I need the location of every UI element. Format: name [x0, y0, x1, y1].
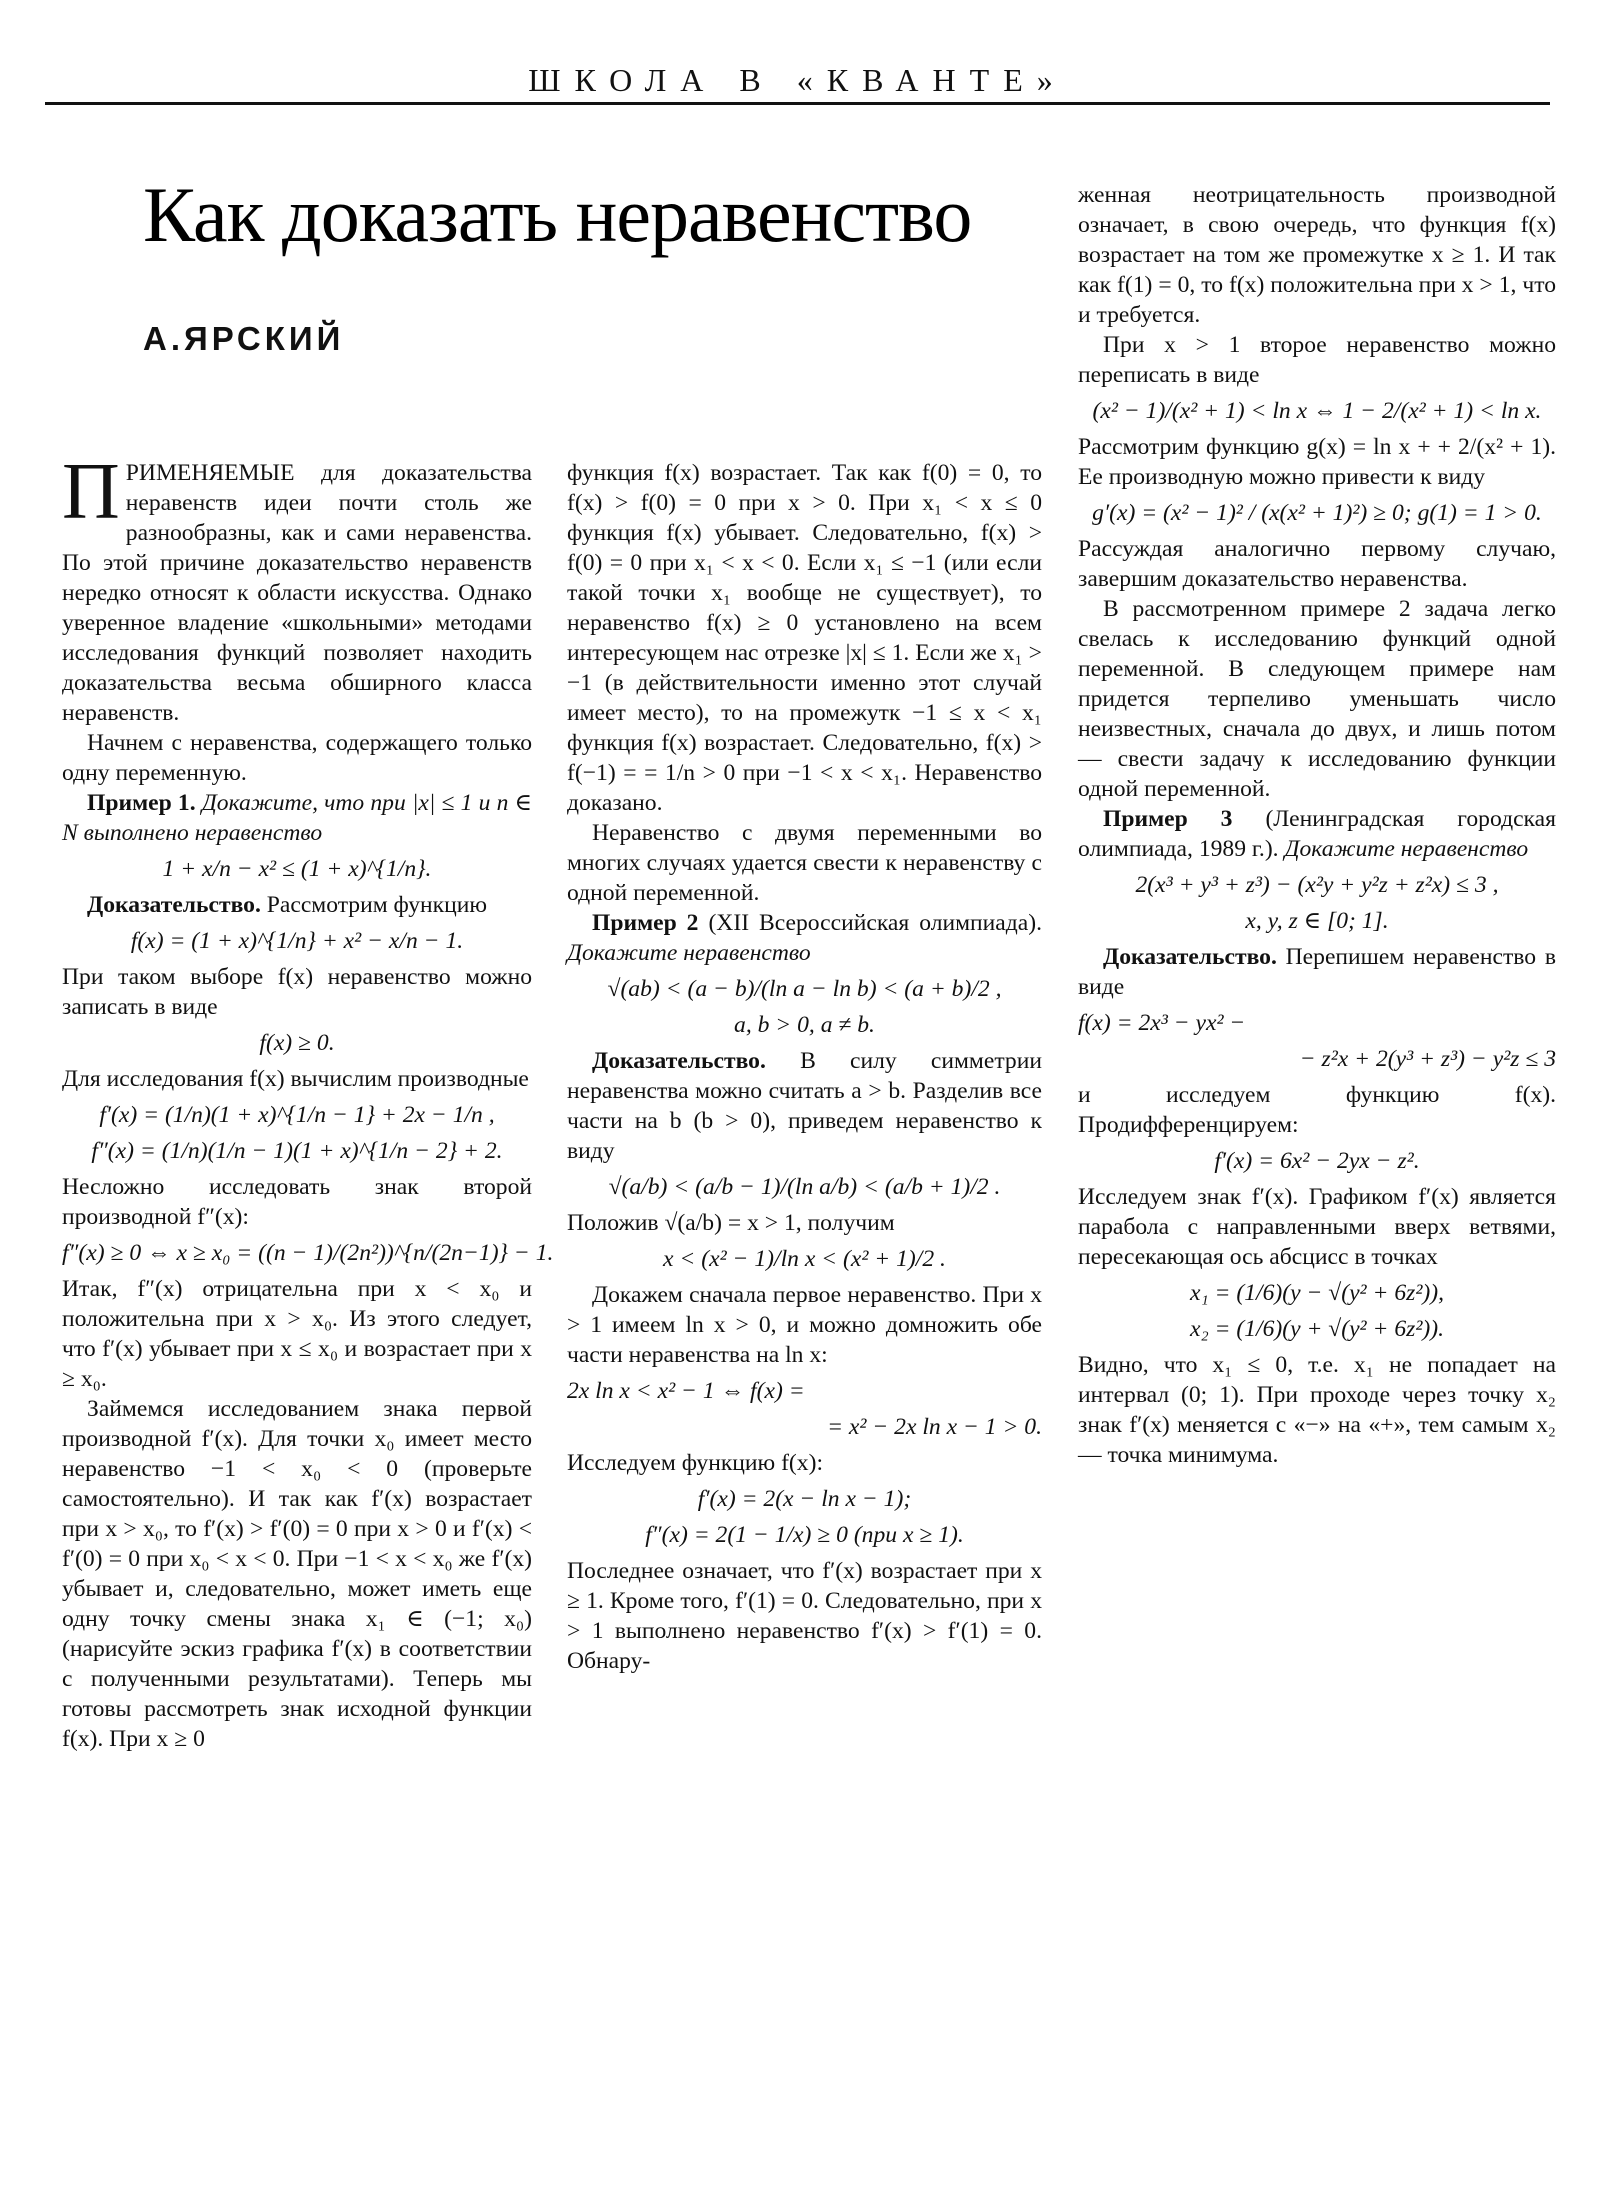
formula: x₁ = (1/6)(y − √(y² + 6z²)), [1189, 1280, 1445, 1306]
paragraph: функция f(x) возрастает. Так как f(0) = 0, то f(x) > f(0) = 0 при x > 0. При x₁ < x ≤ 0 функция f(x) убывает. Следовательно, f(x) > f(0) = 0 при x₁ < x < 0. Если x₁ ≤ −1 (или если такой точки x₁ вообще не существует), то неравенство f(x) ≥ 0 установлено на всем интересующем нас отрезке |x| ≤ 1. Если же x₁ > −1 (в действительности именно этот случай имеет место), то на промежутк −1 ≤ x < x₁ функция f(x) возрастает. Следовательно, f(x) > f(−1) = = 1/n > 0 при −1 < x < x₁. Неравенство доказано. [567, 460, 1042, 816]
paragraph: В рассмотренном примере 2 задача легко свелась к исследованию функций одной переменной. В следующем примере нам придется терпеливо уменьшать число неизвестных, сначала до двух, и лишь потом — свести задачу к исследованию функции одной переменной. [1078, 596, 1556, 802]
formula: f″(x) = (1/n)(1/n − 1)(1 + x)^{1/n − 2} + 2. [91, 1138, 503, 1164]
paragraph: и исследуем функцию f(x). Продифференцируем: [1078, 1082, 1556, 1138]
formula: f″(x) ≥ 0 ⇔ x ≥ x₀ = ((n − 1)/(2n²))^{n/(2n−1)} − 1. [62, 1240, 554, 1266]
formula: f(x) = (1 + x)^{1/n} + x² − x/n − 1. [130, 928, 464, 954]
paragraph: Начнем с неравенства, содержащего только одну переменную. [62, 730, 532, 786]
formula: f″(x) = 2(1 − 1/x) ≥ 0 (при x ≥ 1). [645, 1522, 964, 1548]
paragraph: Рассуждая аналогично первому случаю, завершим доказательство неравенства. [1078, 536, 1556, 592]
formula: √(a/b) < (a/b − 1)/(ln a/b) < (a/b + 1)/2 . [608, 1174, 1001, 1200]
example-3: Пример 3 (Ленинградская городская олимпиада, 1989 г.). Докажите неравенство [1078, 806, 1556, 862]
formula: f(x) ≥ 0. [259, 1030, 335, 1056]
formula: x < (x² − 1)/ln x < (x² + 1)/2 . [663, 1246, 946, 1272]
paragraph: Рассмотрим функцию g(x) = ln x + + 2/(x² + 1). Ее производную можно привести к виду [1078, 434, 1556, 490]
section-header: ШКОЛА В «КВАНТЕ» [528, 62, 1067, 98]
paragraph: Несложно исследовать знак второй производной f″(x): [62, 1174, 532, 1230]
formula: = x² − 2x ln x − 1 > 0. [827, 1414, 1042, 1440]
column-1 [62, 448, 554, 1754]
paragraph: Для исследования f(x) вычислим производные [62, 1066, 529, 1092]
paragraph: Итак, f″(x) отрицательна при x < x₀ и положительна при x > x₀. Из этого следует, что f′(x) убывает при x ≤ x₀ и возрастает при x ≥ x₀. [62, 1276, 532, 1392]
formula: g′(x) = (x² − 1)² / (x(x² + 1)²) ≥ 0; g(1) = 1 > 0. [1092, 500, 1542, 526]
example-2: Пример 2 (XII Всероссийская олимпиада). Докажите неравенство [567, 910, 1042, 966]
formula: x₂ = (1/6)(y + √(y² + 6z²)). [1189, 1316, 1445, 1342]
proof: Доказательство. В силу симметрии неравенства можно считать a > b. Разделив все части на b (b > 0), приведем неравенство к виду [567, 1048, 1042, 1164]
formula: f(x) = 2x³ − yx² − [1078, 1010, 1246, 1036]
column-3 [1078, 180, 1556, 1470]
formula: f′(x) = 2(x − ln x − 1); [697, 1486, 912, 1512]
drop-cap: П [62, 448, 120, 536]
formula: x, y, z ∈ [0; 1]. [1245, 908, 1389, 934]
formula: a, b > 0, a ≠ b. [734, 1012, 875, 1038]
paragraph: При таком выборе f(x) неравенство можно записать в виде [62, 964, 532, 1020]
paragraph: Исследуем знак f′(x). Графиком f′(x) является парабола с направленными вверх ветвями, пересекающая ось абсцисс в точках [1078, 1184, 1556, 1270]
paragraph: Неравенство с двумя переменными во многих случаях удается свести к неравенству с одной переменной. [567, 820, 1042, 906]
paragraph: Докажем сначала первое неравенство. При x > 1 имеем ln x > 0, и можно домножить обе части неравенства на ln x: [567, 1282, 1042, 1368]
paragraph: Исследуем функцию f(x): [567, 1450, 823, 1476]
paragraph: Займемся исследованием знака первой производной f′(x). Для точки x₀ имеет место неравенство −1 < x₀ < 0 (проверьте самостоятельно). И так как f′(x) возрастает при x > x₀, то f′(x) > f′(0) = 0 при x > 0 и f′(x) < f′(0) = 0 при x₀ < x < 0. При −1 < x < x₀ же f′(x) убывает и, следовательно, может иметь еще одну точку смены знака x₁ ∈ (−1; x₀) (нарисуйте эскиз графика f′(x) в соответствии с полученными результатами). Теперь мы готовы рассмотреть знак исходной функции f(x). При x ≥ 0 [62, 1396, 532, 1752]
proof: Доказательство. Рассмотрим функцию [87, 892, 488, 918]
paragraph: Положив √(a/b) = x > 1, получим [567, 1210, 895, 1236]
column-2 [567, 458, 1042, 1676]
intro-paragraph: ПРИМЕНЯЕМЫЕ для доказательства неравенств идеи почти столь же разнообразны, как и сами неравенства. По этой причине доказательство неравенств нередко относят к области искусства. Однако уверенное владение «школьными» методами исследования функций позволяет находить доказательства весьма обширного класса неравенств. [62, 448, 532, 726]
formula: − z²x + 2(y³ + z³) − y²z ≤ 3 [1299, 1046, 1556, 1072]
formula: f′(x) = (1/n)(1 + x)^{1/n − 1} + 2x − 1/n , [99, 1102, 495, 1128]
formula: f′(x) = 6x² − 2yx − z². [1214, 1148, 1420, 1174]
article-title: Как доказать неравенство [143, 171, 972, 258]
paragraph: Последнее означает, что f′(x) возрастает при x ≥ 1. Кроме того, f′(1) = 0. Следовательно, при x > 1 выполнено неравенство f′(x) > f′(1) = 0. Обнару- [567, 1558, 1042, 1674]
paragraph: Видно, что x₁ ≤ 0, т.е. x₁ не попадает на интервал (0; 1). При проходе через точку x₂ знак f′(x) меняется с «−» на «+», тем самым x₂ — точка минимума. [1078, 1352, 1556, 1468]
example-1: Пример 1. Докажите, что при |x| ≤ 1 и n ∈ N выполнено неравенство [62, 790, 533, 846]
formula: √(ab) < (a − b)/(ln a − ln b) < (a + b)/2 , [607, 976, 1002, 1002]
formula: 1 + x/n − x² ≤ (1 + x)^{1/n}. [162, 856, 432, 882]
formula: (x² − 1)/(x² + 1) < ln x ⇔ 1 − 2/(x² + 1) < ln x. [1092, 398, 1542, 424]
formula: 2x ln x < x² − 1 ⇔ f(x) = [567, 1378, 805, 1404]
article-author: А.ЯРСКИЙ [143, 320, 345, 357]
paragraph: женная неотрицательность производной означает, в свою очередь, что функция f(x) возрастает на том же промежутке x ≥ 1. И так как f(1) = 0, то f(x) положительна при x > 1, что и требуется. [1078, 182, 1556, 328]
header-rule [45, 102, 1550, 105]
paragraph: При x > 1 второе неравенство можно переписать в виде [1078, 332, 1556, 388]
formula: 2(x³ + y³ + z³) − (x²y + y²z + z²x) ≤ 3 , [1135, 872, 1499, 898]
proof: Доказательство. Перепишем неравенство в виде [1078, 944, 1556, 1000]
